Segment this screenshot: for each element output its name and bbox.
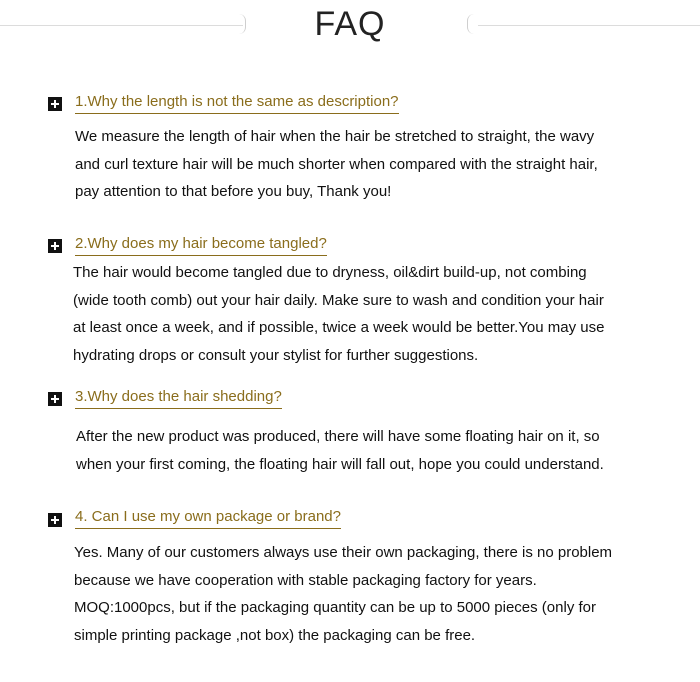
expand-plus-icon[interactable]	[48, 239, 62, 253]
answer-line: at least once a week, and if possible, twice a week would be better.You may use	[73, 319, 605, 336]
faq-header	[0, 0, 700, 50]
faq-answer-4	[74, 539, 689, 649]
faq-answer-2	[73, 259, 688, 369]
answer-line: After the new product was produced, there will have some floating hair on it, so	[76, 428, 600, 445]
expand-plus-icon[interactable]	[48, 97, 62, 111]
answer-line: hydrating drops or consult your stylist for further suggestions.	[73, 346, 479, 364]
faq-answer-1	[75, 123, 690, 206]
answer-line: (wide tooth comb) out your hair daily. Make sure to wash and condition your hair	[73, 291, 604, 309]
faq-question-text[interactable]: 1.Why the length is not the same as description?	[75, 92, 399, 114]
faq-answer-3	[76, 423, 691, 478]
expand-plus-icon[interactable]	[48, 513, 62, 527]
answer-line: MOQ:1000pcs, but if the packaging quantity can be up to 5000 pieces (only for	[74, 599, 596, 616]
answer-line: simple printing package ,not box) the packaging can be free.	[74, 626, 476, 644]
faq-question-text[interactable]: 4. Can I use my own package or brand?	[75, 507, 341, 529]
answer-line: We measure the length of hair when the hair be stretched to straight, the wavy	[75, 128, 595, 145]
header-bracket-right	[467, 14, 474, 34]
faq-question-text[interactable]: 3.Why does the hair shedding?	[75, 387, 282, 409]
answer-line: Yes. Many of our customers always use their own packaging, there is no problem	[74, 544, 613, 561]
answer-line: because we have cooperation with stable packaging factory for years.	[74, 571, 537, 589]
page-title: FAQ	[314, 5, 386, 43]
expand-plus-icon[interactable]	[48, 392, 62, 406]
faq-question-text[interactable]: 2.Why does my hair become tangled?	[75, 234, 327, 256]
header-divider-right	[478, 25, 700, 26]
answer-line: pay attention to that before you buy, Thank you!	[75, 183, 392, 200]
answer-line: when your first coming, the floating hair will fall out, hope you could understand.	[76, 455, 604, 473]
answer-line: The hair would become tangled due to dryness, oil&dirt build-up, not combing	[73, 264, 587, 281]
answer-line: and curl texture hair will be much shorter when compared with the straight hair,	[75, 155, 598, 173]
